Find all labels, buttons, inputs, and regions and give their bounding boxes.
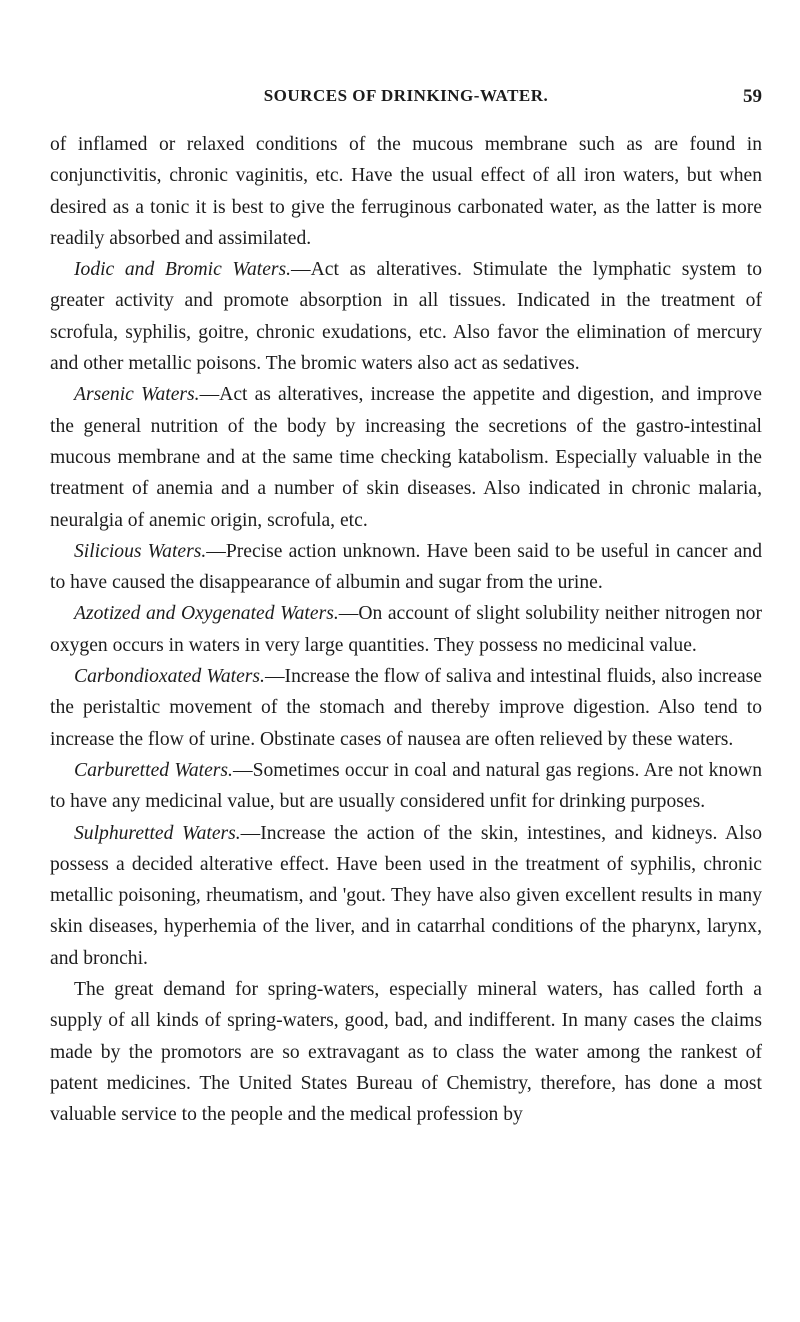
paragraph-carburetted [50,755,762,818]
paragraph-term: Carbondioxated Waters. [74,666,265,688]
body-text [50,129,762,1131]
paragraph-azotized [50,598,762,661]
page-number: 59 [743,86,762,107]
paragraph-arsenic [50,379,762,535]
paragraph-text: —On account of slight solubility neither nitrogen nor oxygen occurs in waters in very large quantities. They possess no medicinal value. [50,603,762,656]
paragraph-term: Iodic and Bromic Waters. [74,259,292,281]
paragraph-term: Sulphuretted Waters. [74,822,241,844]
paragraph-term: Azotized and Oxygenated Waters. [74,603,339,625]
paragraph-iodic-bromic [50,254,762,379]
paragraph-sulphuretted [50,818,762,974]
paragraph-continuation [50,129,762,254]
paragraph-term: Arsenic Waters. [74,384,200,406]
page-header [50,86,762,110]
paragraph-carbondioxated [50,661,762,755]
paragraph-term: Carburetted Waters. [74,759,233,781]
paragraph-text: —Act as alteratives, increase the appetite and digestion, and improve the general nutrition of the body by increasing the secretions of the gastro-intestinal mucous membrane and at the same time checking katabolism. Especially valuable in the treatment of anemia and a number of skin diseases. Also indicated in chronic malaria, neuralgia of anemic origin, scrofula, etc. [50,384,762,531]
paragraph-text: of inflamed or relaxed conditions of the mucous membrane such as are found in conjunctivitis, chronic vaginitis, etc. Have the usual effect of all iron waters, but when desired as a tonic it is best to give the ferruginous carbonated water, as the latter is more readily absorbed and assimilated. [50,134,762,249]
paragraph-text: —Increase the flow of saliva and intestinal fluids, also increase the peristaltic movement of the stomach and thereby improve digestion. Also tend to increase the flow of urine. Obstinate cases of nausea are often relieved by these waters. [50,666,762,750]
paragraph-text: —Sometimes occur in coal and natural gas regions. Are not known to have any medicinal value, but are usually considered unfit for drinking purposes. [50,759,762,813]
running-head: SOURCES OF DRINKING-WATER. [263,86,549,105]
paragraph-text: —Act as alteratives. Stimulate the lymphatic system to greater activity and promote absorption in all tissues. Indicated in the treatment of scrofula, syphilis, goitre, chronic exudations, etc. Also favor the elimination of mercury and other metallic poisons. The bromic waters also act as sedatives. [50,259,762,375]
paragraph-term: Silicious Waters. [74,540,207,562]
paragraph-text: —Precise action unknown. Have been said to be useful in cancer and to have caused the disappearance of albumin and sugar from the urine. [50,540,762,594]
paragraph-text: The great demand for spring-waters, especially mineral waters, has called forth a supply of all kinds of spring-waters, good, bad, and indifferent. In many cases the claims made by the promotors are so extravagant as to class the water among the rankest of patent medicines. The United States Bureau of Chemistry, therefore, has done a most valuable service to the people and the medical profession by [50,979,762,1126]
paragraph-spring-waters [50,974,762,1130]
paragraph-text: —Increase the action of the skin, intestines, and kidneys. Also possess a decided alterative effect. Have been used in the treatment of syphilis, chronic metallic poisoning, rheumatism, and 'gout. They have also given excellent results in many skin diseases, hyperhemia of the liver, and in catarrhal conditions of the pharynx, larynx, and bronchi. [50,822,762,969]
paragraph-silicious [50,536,762,599]
